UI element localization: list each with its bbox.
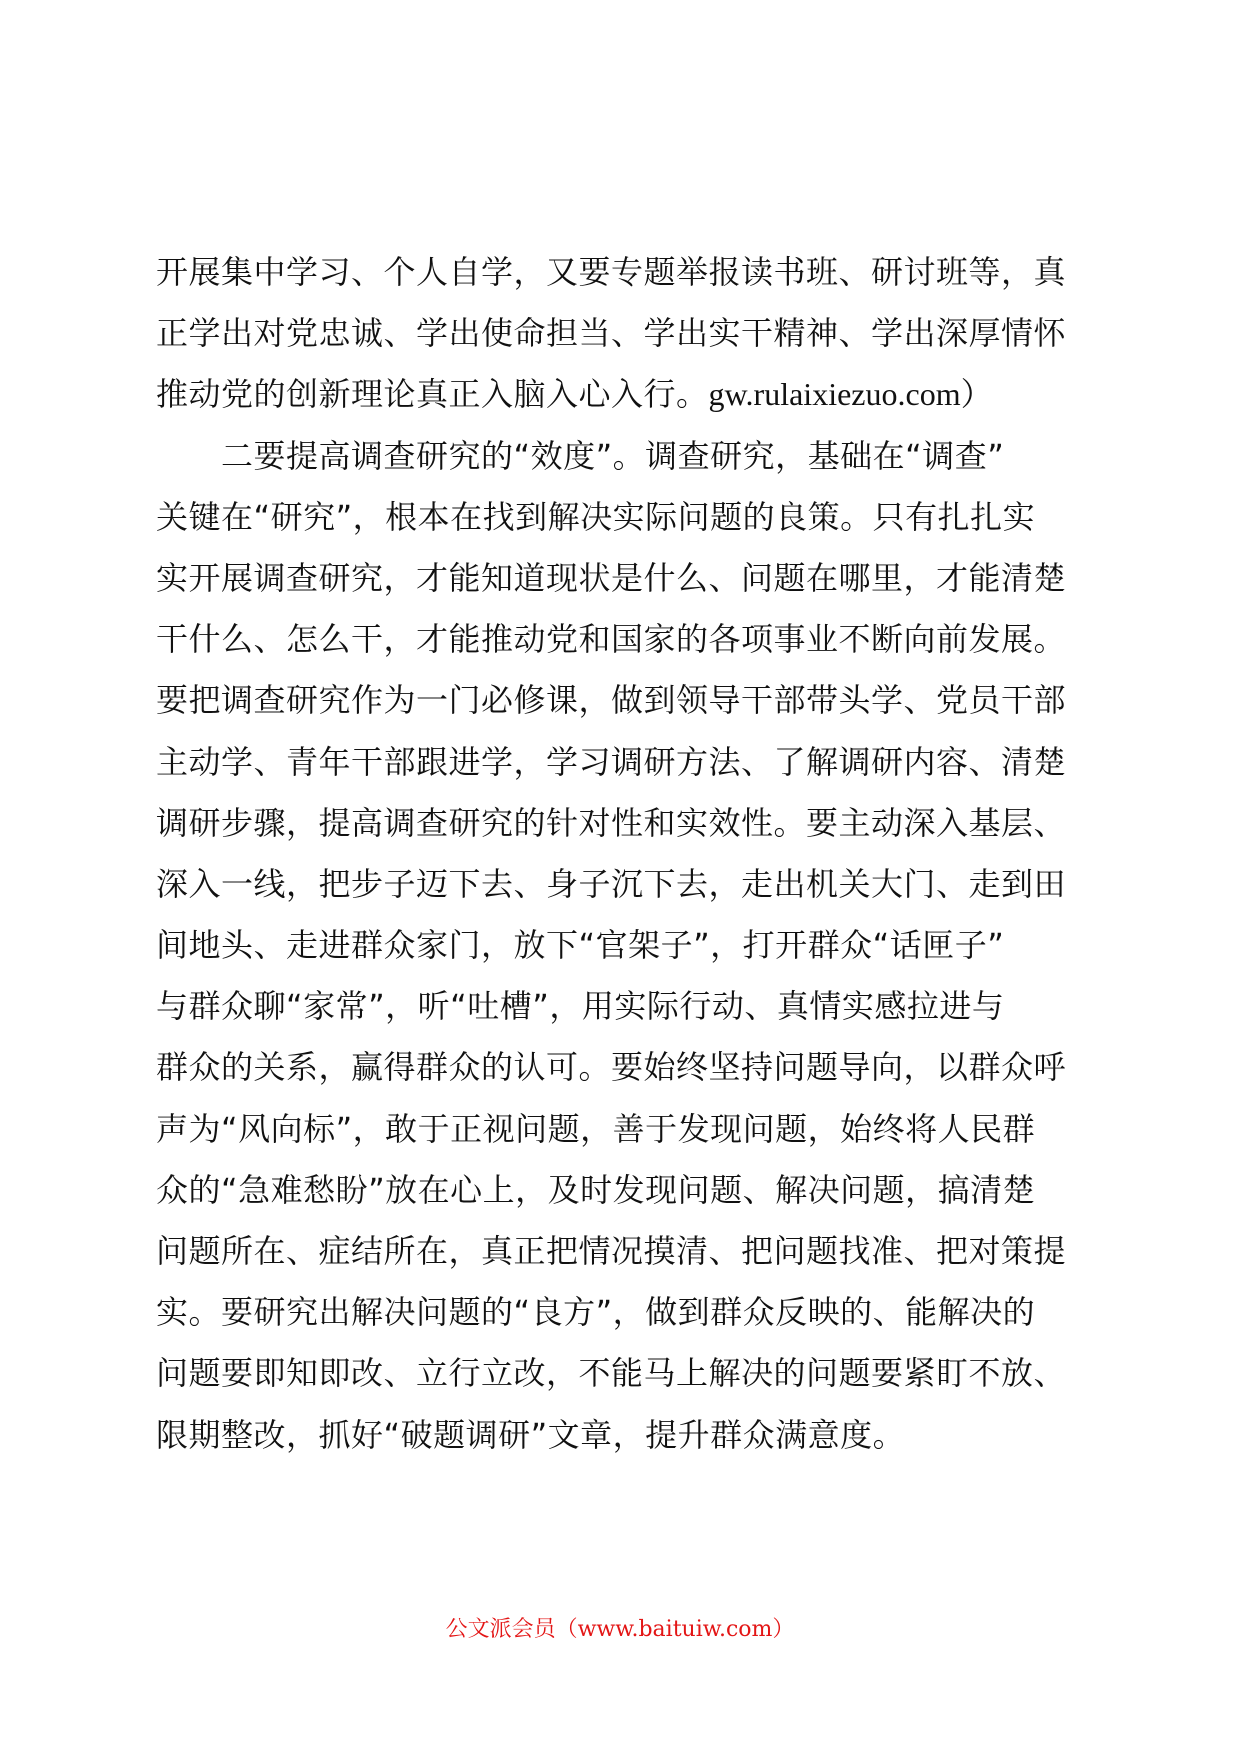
text-line-with-url [156,364,1088,425]
text-line: 开展集中学习、个人自学，又要专题举报读书班、研讨班等，真 [156,253,1067,291]
text-line: 关键在“研究”，根本在找到解决实际问题的良策。只有扎扎实 [156,497,1036,536]
text-line: 群众的关系，赢得群众的认可。要始终坚持问题导向，以群众呼 [156,1048,1067,1087]
text-line: 问题所在、症结所在，真正把情况摸清、把问题找准、把对策提 [156,1232,1067,1270]
text-line: 问题要即知即改、立行立改，不能马上解决的问题要紧盯不放、 [156,1354,1067,1393]
text-line: 调研步骤，提高调查研究的针对性和实效性。要主动深入基层、 [156,803,1067,842]
closing-paren: ） [960,375,994,414]
text-line: 主动学、青年干部跟进学，学习调研方法、了解调研内容、清楚 [156,742,1067,781]
footer-watermark: 公文派会员（www.baituiw.com） [445,1617,795,1642]
text-line: 要把调查研究作为一门必修课，做到领导干部带头学、党员干部 [156,681,1067,720]
text-line: 众的“急难愁盼”放在心上，及时发现问题、解决问题，搞清楚 [156,1170,1036,1209]
body-text [156,242,1088,1466]
text-line: 干什么、怎么干，才能推动党和国家的各项事业不断向前发展。 [156,620,1067,659]
text-line: 正学出对党忠诚、学出使命担当、学出实干精神、学出深厚情怀 [156,314,1067,353]
text-segment: 推动党的创新理论真正入脑入心入行。 [156,375,709,414]
text-line: 深入一线，把步子迈下去、身子沉下去，走出机关大门、走到田 [156,864,1067,903]
text-line: 与群众聊“家常”，听“吐槽”，用实际行动、真情实感拉进与 [156,987,1005,1026]
text-line: 声为“风向标”，敢于正视问题，善于发现问题，始终将人民群 [156,1109,1036,1148]
text-line: 实。要研究出解决问题的“良方”，做到群众反映的、能解决的 [156,1293,1036,1332]
text-line: 间地头、走进群众家门，放下“官架子”，打开群众“话匣子” [156,926,1005,965]
inline-url: gw.rulaixiezuo.com [708,376,961,413]
paragraph-start-line: 二要提高调查研究的“效度”。调查研究，基础在“调查” [156,436,1005,475]
text-line: 限期整改，抓好“破题调研”文章，提升群众满意度。 [156,1415,906,1454]
text-line: 实开展调查研究，才能知道现状是什么、问题在哪里，才能清楚 [156,558,1067,597]
